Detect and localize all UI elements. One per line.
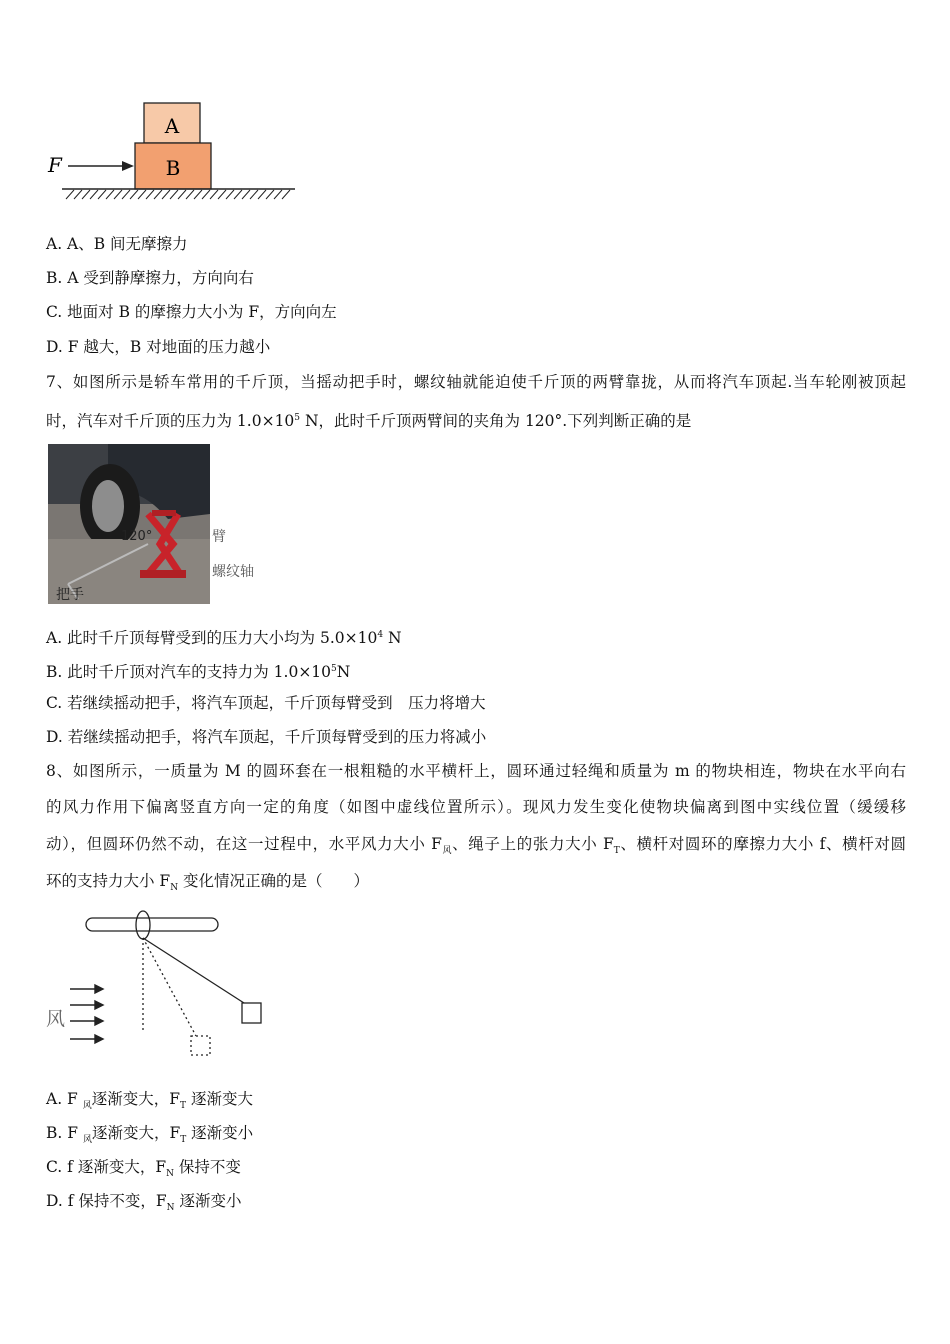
q7-option-a-pre: A. 此时千斤顶每臂受到的压力大小均为 5.0×10 <box>46 629 378 648</box>
wind-label: 风 <box>46 1008 66 1030</box>
q8-option-a <box>46 1089 253 1116</box>
car-jack-photo <box>48 444 210 604</box>
q8-option-a-2: 逐渐变大，F <box>91 1090 181 1108</box>
q7-option-d: D. 若继续摇动把手，将汽车顶起，千斤顶每臂受到的压力将减小 <box>46 728 487 746</box>
q8-option-b-1: 风 <box>82 1135 92 1146</box>
q8-option-d-0: D. f 保持不变，F <box>46 1192 167 1210</box>
q8-option-b <box>46 1123 253 1150</box>
q8-line3-a: 动），但圆环仍然不动，在这一过程中，水平风力大小 F <box>46 835 442 853</box>
q7-option-b-pre: B. 此时千斤顶对汽车的支持力为 1.0×10 <box>46 663 332 682</box>
horizontal-rod <box>86 918 218 931</box>
q7-stem-line2-post: N，此时千斤顶两臂间的夹角为 120°.下列判断正确的是 <box>300 412 692 431</box>
dashed-block <box>191 1036 210 1055</box>
q8-stem-line1: 8、如图所示，一质量为 M 的圆环套在一根粗糙的水平横杆上，圆环通过轻绳和质量为 m 的物块相连，物块在水平向右 <box>46 762 906 780</box>
force-arrowhead <box>122 161 134 171</box>
ring-rod-diagram <box>40 908 280 1068</box>
q8-option-b-2: 逐渐变大，F <box>91 1124 181 1142</box>
q8-option-d-2: 逐渐变小 <box>174 1192 242 1210</box>
q8-line3-sub-wind: 风 <box>441 846 453 857</box>
block-diagram <box>40 95 310 210</box>
q8-option-b-0: B. F <box>46 1124 83 1142</box>
q8-option-c-2: 保持不变 <box>173 1158 241 1176</box>
q8-option-a-4: 逐渐变大 <box>186 1090 253 1108</box>
block-a-label: A <box>164 114 180 138</box>
q7-option-a <box>46 625 402 648</box>
jack-angle-label: 120° <box>121 529 153 544</box>
wind-arrows <box>70 985 103 1043</box>
block-b-label: B <box>165 156 181 180</box>
q8-option-d <box>46 1191 241 1218</box>
q6-option-a: A. A、B 间无摩擦力 <box>46 235 188 253</box>
q8-option-b-3: T <box>180 1135 187 1146</box>
dashed-rope <box>143 938 196 1036</box>
q8-line3-c: 、横杆对圆环的摩擦力大小 f、横杆对圆 <box>619 835 906 853</box>
q8-line4-a: 环的支持力大小 F <box>46 872 171 890</box>
q8-line4-b: 变化情况正确的是（ ） <box>178 872 369 890</box>
q8-option-c-1: N <box>166 1169 174 1180</box>
q8-stem-line4 <box>46 871 369 898</box>
q8-option-c <box>46 1157 241 1184</box>
q7-option-a-post: N <box>383 629 402 648</box>
q8-line4-sub-n: N <box>170 883 179 894</box>
force-label: F <box>48 153 62 177</box>
q8-line3-b: 、绳子上的张力大小 F <box>452 835 614 853</box>
ground-hatching <box>66 190 290 199</box>
q6-option-d: D. F 越大，B 对地面的压力越小 <box>46 338 271 356</box>
q7-option-b-exponent: 5 <box>331 664 337 674</box>
q7-stem-line2-pre: 时，汽车对千斤顶的压力为 1.0×10 <box>46 412 295 431</box>
q8-option-d-1: N <box>166 1203 175 1214</box>
q8-stem-line2: 的风力作用下偏离竖直方向一定的角度（如图中虚线位置所示）。现风力发生变化使物块偏离到图中实线位置（缓缓移 <box>46 798 906 816</box>
car-jack-illustration <box>48 444 210 604</box>
q8-line3-sub-t: T <box>613 846 620 857</box>
q8-option-b-4: 逐渐变小 <box>186 1124 254 1142</box>
jack-screw-label: 螺纹轴 <box>212 564 254 580</box>
q7-stem-exponent: 5 <box>294 413 301 423</box>
q8-stem-line3 <box>46 834 906 861</box>
q7-option-c: C. 若继续摇动把手，将汽车顶起，千斤顶每臂受到 压力将增大 <box>46 694 486 712</box>
jack-handle-label: 把手 <box>56 587 84 603</box>
q6-option-b: B. A 受到静摩擦力，方向向右 <box>46 269 254 287</box>
q7-option-a-exponent: 4 <box>377 630 384 640</box>
q7-stem-line1: 7、如图所示是轿车常用的千斤顶，当摇动把手时，螺纹轴就能迫使千斤顶的两臂靠拢，从而将汽车顶起.当车轮刚被顶起 <box>46 373 906 391</box>
solid-block <box>242 1003 261 1023</box>
q8-option-a-1: 风 <box>82 1101 92 1112</box>
q8-option-a-0: A. F <box>46 1090 83 1108</box>
q8-option-c-0: C. f 逐渐变大，F <box>46 1158 167 1176</box>
q8-option-a-3: T <box>180 1101 187 1112</box>
q7-stem-line2 <box>46 408 691 431</box>
jack-arm-label: 臂 <box>212 529 226 545</box>
q7-option-b-post: N <box>336 663 351 682</box>
q7-option-b <box>46 659 350 682</box>
q6-option-c: C. 地面对 B 的摩擦力大小为 F，方向向左 <box>46 303 337 321</box>
solid-rope <box>143 938 244 1003</box>
